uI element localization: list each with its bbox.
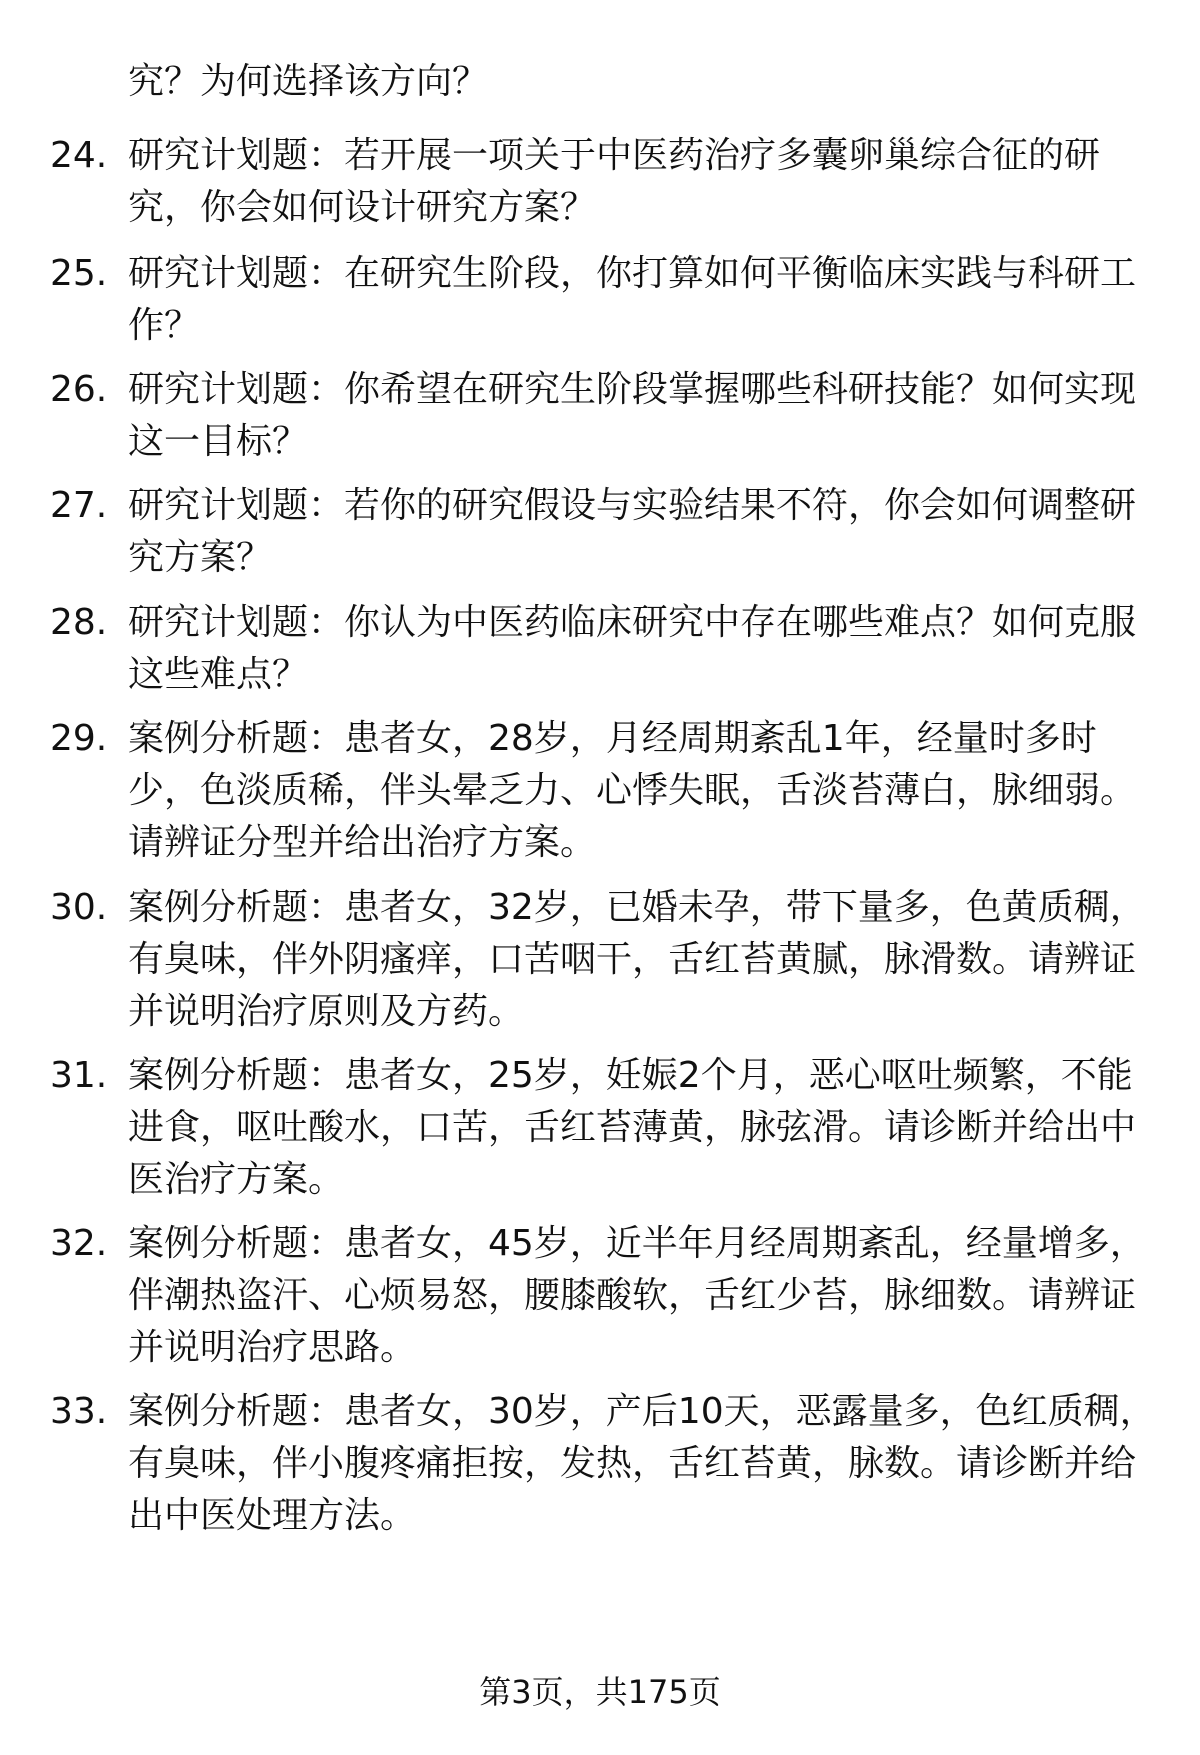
item-number: 28.	[50, 602, 108, 643]
list-item	[50, 1218, 1160, 1374]
list-item	[50, 364, 1160, 468]
item-number: 30.	[50, 887, 108, 928]
item-number: 32.	[50, 1223, 108, 1264]
item-text: 案例分析题：患者女，32岁，已婚未孕，带下量多，色黄质稠，有臭味，伴外阴瘙痒，口苦咽干，舌红苔黄腻，脉滑数。请辨证并说明治疗原则及方药。	[128, 887, 1146, 1032]
item-text: 案例分析题：患者女，45岁，近半年月经周期紊乱，经量增多，伴潮热盗汗、心烦易怒，腰膝酸软，舌红少苔，脉细数。请辨证并说明治疗思路。	[128, 1223, 1146, 1368]
list-item	[50, 130, 1160, 234]
item-text: 案例分析题：患者女，25岁，妊娠2个月，恶心呕吐频繁，不能进食，呕吐酸水，口苦，舌红苔薄黄，脉弦滑。请诊断并给出中医治疗方案。	[128, 1055, 1137, 1200]
page-footer: 第3页，共175页	[479, 1673, 721, 1711]
item-text: 研究计划题：你认为中医药临床研究中存在哪些难点？如何克服这些难点？	[128, 602, 1137, 695]
item-text: 研究计划题：若你的研究假设与实验结果不符，你会如何调整研究方案？	[128, 485, 1137, 578]
list-item	[50, 882, 1160, 1038]
item-text: 研究计划题：若开展一项关于中医药治疗多囊卵巢综合征的研究，你会如何设计研究方案？	[128, 135, 1101, 228]
item-text: 研究计划题：你希望在研究生阶段掌握哪些科研技能？如何实现这一目标？	[128, 369, 1137, 462]
item-text: 案例分析题：患者女，30岁，产后10天，恶露量多，色红质稠，有臭味，伴小腹疼痛拒按，发热，舌红苔黄，脉数。请诊断并给出中医处理方法。	[128, 1391, 1156, 1536]
item-number: 26.	[50, 369, 108, 410]
continuation-text: 究？为何选择该方向？	[128, 61, 489, 102]
item-number: 24.	[50, 135, 108, 176]
list-item	[50, 713, 1160, 869]
list-item	[50, 597, 1160, 701]
item-number: 29.	[50, 718, 108, 759]
item-number: 27.	[50, 485, 108, 526]
list-item	[50, 480, 1160, 584]
item-number: 25.	[50, 253, 108, 294]
item-text: 研究计划题：在研究生阶段，你打算如何平衡临床实践与科研工作？	[128, 253, 1137, 346]
item-text: 案例分析题：患者女，28岁，月经周期紊乱1年，经量时多时少，色淡质稀，伴头晕乏力、心悸失眠，舌淡苔薄白，脉细弱。请辨证分型并给出治疗方案。	[128, 718, 1137, 863]
item-number: 33.	[50, 1391, 108, 1432]
list-item	[50, 1050, 1160, 1206]
list-item	[50, 248, 1160, 352]
item-number: 31.	[50, 1055, 108, 1096]
list-item	[50, 1386, 1160, 1542]
